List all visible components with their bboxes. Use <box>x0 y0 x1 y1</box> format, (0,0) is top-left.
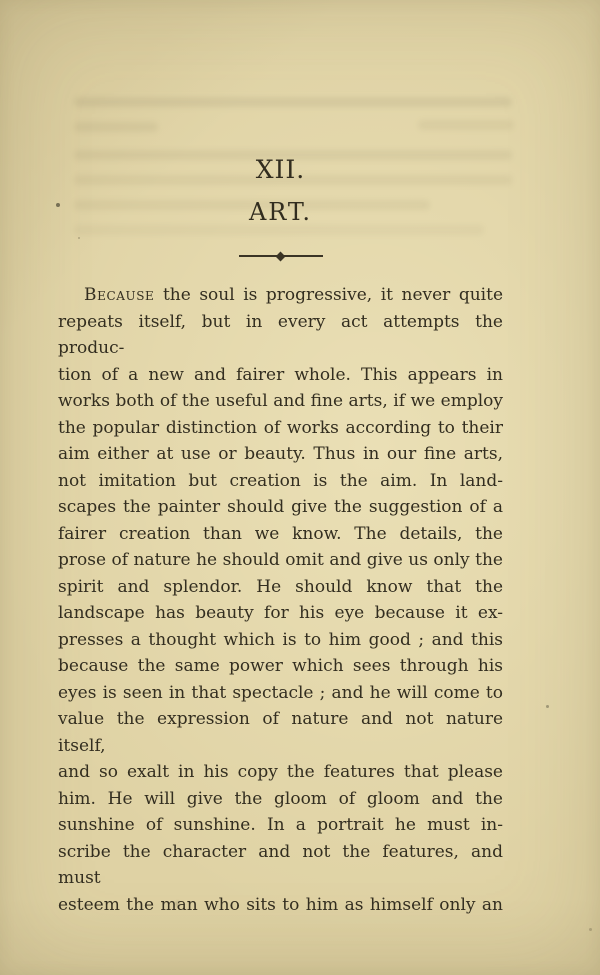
text-line: aim either at use or beauty. Thus in our fine arts, <box>58 444 503 464</box>
text-line: presses a thought which is to him good ; and this <box>58 629 503 650</box>
text-line: fairer creation than we know. The details, the <box>58 523 503 544</box>
paper-speck <box>546 705 549 708</box>
showthrough-line <box>74 225 484 235</box>
body-paragraph <box>58 282 503 918</box>
text-line: scribe the character and not the features, and must <box>58 841 503 888</box>
text-line: scapes the painter should give the suggestion of a <box>58 497 503 517</box>
divider-diamond <box>276 251 286 261</box>
paragraph-lead-word: Because <box>84 285 155 305</box>
text-line: works both of the useful and fine arts, if we employ <box>58 391 503 411</box>
text-line: not imitation but creation is the aim. In land- <box>58 470 503 491</box>
text-line: and so exalt in his copy the features that please <box>58 762 503 782</box>
paper-speck <box>78 237 80 239</box>
text-line: repeats itself, but in every act attempts the produc- <box>58 311 503 358</box>
text-line: tion of a new and fairer whole. This appears in <box>58 364 503 385</box>
chapter-number: XII. <box>255 155 306 184</box>
paragraph-first-line-rest: the soul is progressive, it never quite <box>162 285 504 305</box>
showthrough-line <box>418 120 514 130</box>
showthrough-line <box>74 122 158 132</box>
text-line: eyes is seen in that spectacle ; and he will come to <box>58 682 503 703</box>
paragraph-lines <box>58 309 503 919</box>
paper-speck <box>589 928 592 931</box>
text-line: prose of nature he should omit and give us only the <box>58 550 503 570</box>
text-line: esteem the man who sits to him as himself only an <box>58 894 503 915</box>
showthrough-line <box>74 97 512 107</box>
text-line: value the expression of nature and not nature itself, <box>58 709 503 756</box>
text-line: spirit and splendor. He should know that the <box>58 576 503 597</box>
text-line: him. He will give the gloom of gloom and the <box>58 788 503 809</box>
text-line: landscape has beauty for his eye because it ex- <box>58 603 503 623</box>
text-line: because the same power which sees through his <box>58 656 503 676</box>
section-divider <box>58 249 503 263</box>
text-line: sunshine of sunshine. In a portrait he must in- <box>58 815 503 835</box>
text-line-first <box>58 282 503 309</box>
chapter-title: ART. <box>248 198 313 226</box>
text-line: the popular distinction of works according to their <box>58 417 503 438</box>
